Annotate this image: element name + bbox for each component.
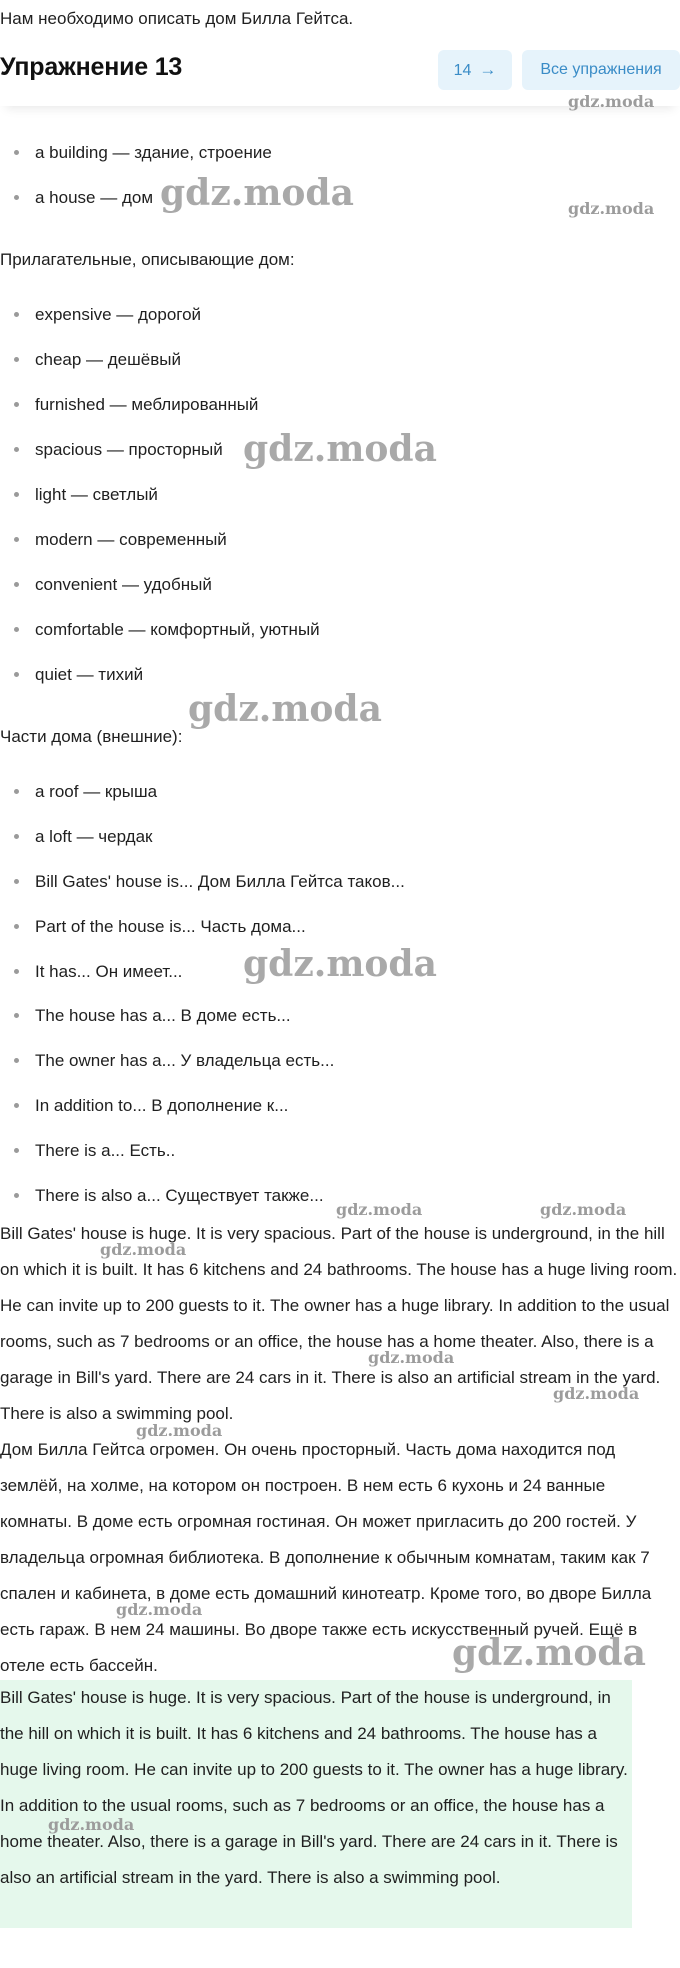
list-item: In addition to... В дополнение к... xyxy=(0,1083,405,1128)
parts-heading: Части дома (внешние): xyxy=(0,727,183,746)
page-title: Упражнение 13 xyxy=(0,53,183,81)
list-item: cheap — дешёвый xyxy=(0,337,320,382)
answer-block xyxy=(0,1680,632,1928)
bullet-icon xyxy=(14,627,19,632)
watermark: gdz.moda xyxy=(368,1348,455,1367)
watermark: gdz.moda xyxy=(243,943,437,985)
bullet-icon xyxy=(14,357,19,362)
watermark: gdz.moda xyxy=(100,1240,187,1259)
bullet-icon xyxy=(14,789,19,794)
bullet-icon xyxy=(14,312,19,317)
list-item: The owner has a... У владельца есть... xyxy=(0,1038,405,1083)
watermark: gdz.moda xyxy=(136,1421,223,1440)
list-item: a building — здание, строение xyxy=(0,130,272,175)
list-item: modern — современный xyxy=(0,517,320,562)
watermark: gdz.moda xyxy=(160,172,354,214)
text-english: Bill Gates' house is huge. It is very spacious. Part of the house is underground, in the hill on which it is built. It has 6 kitchens and 24 bathrooms. The house has a huge living room. He can invite up to 200 guests to it. The owner has a huge library. In addition to the usual rooms, such as 7 bedrooms or an office, the house has a home theater. Also, there is a garage in Bill's yard. There are 24 cars in it. There is also an artificial stream in the yard. There is also a swimming pool. xyxy=(0,1224,678,1423)
list-item: comfortable — комфортный, уютный xyxy=(0,607,320,652)
bullet-icon xyxy=(14,924,19,929)
bullet-icon xyxy=(14,582,19,587)
adjectives-heading: Прилагательные, описывающие дом: xyxy=(0,250,295,269)
vocab-list-basic xyxy=(0,130,272,220)
watermark: gdz.moda xyxy=(568,92,655,111)
list-item: expensive — дорогой xyxy=(0,292,320,337)
watermark: gdz.moda xyxy=(553,1384,640,1403)
bullet-icon xyxy=(14,1103,19,1108)
watermark: gdz.moda xyxy=(452,1632,646,1674)
bullet-icon xyxy=(14,1013,19,1018)
list-item: convenient — удобный xyxy=(0,562,320,607)
text-russian: Дом Билла Гейтса огромен. Он очень просторный. Часть дома находится под землёй, на холме, на котором он построен. В нем есть 6 кухонь и 24 ванные комнаты. В доме есть огромная гостиная. Он может пригласить до 200 гостей. У владельца огромная библиотека. В дополнение к обычным комнатам, таким как 7 спален и кабинета, в доме есть домашний кинотеатр. Кроме того, во дворе Билла есть гараж. В нем 24 машины. Во дворе также есть искусственный ручей. Ещё в отеле есть бассейн. xyxy=(0,1440,652,1675)
arrow-right-icon: → xyxy=(479,60,497,79)
list-item: spacious — просторный xyxy=(0,427,320,472)
bullet-icon xyxy=(14,1058,19,1063)
bullet-icon xyxy=(14,834,19,839)
bullet-icon xyxy=(14,537,19,542)
bullet-icon xyxy=(14,492,19,497)
bullet-icon xyxy=(14,150,19,155)
watermark: gdz.moda xyxy=(243,428,437,470)
bullet-icon xyxy=(14,1193,19,1198)
vocab-list-parts-phrases xyxy=(0,769,405,1218)
exercise-header xyxy=(0,42,680,106)
bullet-icon xyxy=(14,672,19,677)
list-item: There is also a... Существует также... xyxy=(0,1173,405,1218)
list-item: quiet — тихий xyxy=(0,652,320,697)
list-item: a roof — крыша xyxy=(0,769,405,814)
list-item: It has... Он имеет... xyxy=(0,949,405,994)
vocab-list-adjectives xyxy=(0,292,320,697)
watermark: gdz.moda xyxy=(568,199,655,218)
bullet-icon xyxy=(14,402,19,407)
all-exercises-button[interactable]: Все упражнения xyxy=(522,50,680,90)
bullet-icon xyxy=(14,879,19,884)
list-item: Bill Gates' house is... Дом Билла Гейтса таков... xyxy=(0,859,405,904)
list-item: a house — дом xyxy=(0,175,272,220)
list-item: a loft — чердак xyxy=(0,814,405,859)
bullet-icon xyxy=(14,1148,19,1153)
list-item: The house has a... В доме есть... xyxy=(0,993,405,1038)
list-item: furnished — меблированный xyxy=(0,382,320,427)
bullet-icon xyxy=(14,447,19,452)
watermark: gdz.moda xyxy=(48,1815,135,1834)
watermark: gdz.moda xyxy=(116,1600,203,1619)
watermark: gdz.moda xyxy=(540,1200,627,1219)
intro-text: Нам необходимо описать дом Билла Гейтса. xyxy=(0,9,354,28)
bullet-icon xyxy=(14,969,19,974)
list-item: light — светлый xyxy=(0,472,320,517)
list-item: There is a... Есть.. xyxy=(0,1128,405,1173)
watermark: gdz.moda xyxy=(188,688,382,730)
answer-text: Bill Gates' house is huge. It is very spacious. Part of the house is underground, in the hill on which it is built. It has 6 kitchens and 24 bathrooms. The house has a huge living room. He can invite up to 200 guests to it. The owner has a huge library. In addition to the usual rooms, such as 7 bedrooms or an office, the house has a home theater. Also, there is a garage in Bill's yard. There are 24 cars in it. There is also an artificial stream in the yard. There is also a swimming pool. xyxy=(0,1688,628,1887)
watermark: gdz.moda xyxy=(336,1200,423,1219)
list-item: Part of the house is... Часть дома... xyxy=(0,904,405,949)
bullet-icon xyxy=(14,195,19,200)
next-exercise-button[interactable] xyxy=(438,50,512,90)
next-exercise-label: 14 xyxy=(453,62,472,79)
